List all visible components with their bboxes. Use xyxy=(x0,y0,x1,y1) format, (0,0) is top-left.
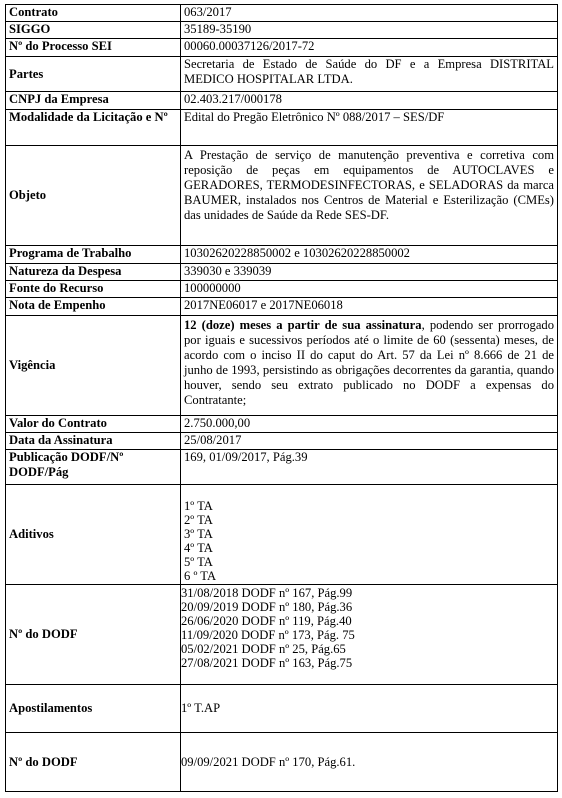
row-apostilamentos xyxy=(6,685,558,733)
row-natureza xyxy=(6,264,558,281)
row-fonte xyxy=(6,281,558,298)
label-programa: Programa de Trabalho xyxy=(6,246,181,264)
value-natureza: 339030 e 339039 xyxy=(181,264,558,281)
contract-table xyxy=(5,4,558,792)
value-valor: 2.750.000,00 xyxy=(181,416,558,433)
value-objeto: A Prestação de serviço de manutenção preventiva e corretiva com reposição de peças em equipamentos de AUTOCLAVES e GERADORES, TERMODESINFECTORAS, e SELADORAS da marca BAUMER, instalados nos Centros de Material e Esterilização (CMEs) das unidades de Saúde da Rede SES-DF. xyxy=(181,146,558,246)
value-fonte: 100000000 xyxy=(181,281,558,298)
row-programa xyxy=(6,246,558,264)
value-dodf-aditivos xyxy=(181,585,558,685)
label-partes: Partes xyxy=(6,57,181,92)
aditivo-item: 5º TA xyxy=(184,555,213,569)
label-modalidade: Modalidade da Licitação e Nº xyxy=(6,110,181,146)
label-dodf-aditivos: Nº do DODF xyxy=(6,585,181,685)
value-processo: 00060.00037126/2017-72 xyxy=(181,39,558,57)
row-objeto xyxy=(6,146,558,246)
aditivo-item: 1º TA xyxy=(184,499,213,513)
row-assinatura xyxy=(6,433,558,450)
vigencia-bold-text: 12 (doze) meses a partir de sua assinatura xyxy=(184,318,422,332)
label-processo: Nº do Processo SEI xyxy=(6,39,181,57)
aditivo-item: 3º TA xyxy=(184,527,213,541)
label-assinatura: Data da Assinatura xyxy=(6,433,181,450)
label-objeto: Objeto xyxy=(6,146,181,246)
label-aditivos: Aditivos xyxy=(6,485,181,585)
row-valor xyxy=(6,416,558,433)
value-programa: 10302620228850002 e 10302620228850002 xyxy=(181,246,558,264)
row-cnpj xyxy=(6,92,558,110)
aditivo-item: 6 º TA xyxy=(184,569,217,583)
value-modalidade: Edital do Pregão Eletrônico Nº 088/2017 – SES/DF xyxy=(181,110,558,146)
value-cnpj: 02.403.217/000178 xyxy=(181,92,558,110)
row-processo xyxy=(6,39,558,57)
dodf-aditivo-item: 27/08/2021 DODF nº 163, Pág.75 xyxy=(181,656,353,670)
row-contrato xyxy=(6,5,558,22)
vigencia-text: , podendo ser prorrogado por iguais e sucessivos períodos até o limite de 60 (sessenta) meses, de acordo com o inciso II do caput do Art. 57 da Lei nº 8.666 de 21 de junho de 1993, persistindo as obrigações decorrentes da garantia, quando houver, sendo seu extrato publicado no DODF a expensas do Contratante; xyxy=(184,318,554,407)
aditivo-item: 2º TA xyxy=(184,513,213,527)
label-fonte: Fonte do Recurso xyxy=(6,281,181,298)
label-natureza: Natureza da Despesa xyxy=(6,264,181,281)
value-aditivos xyxy=(181,485,558,585)
label-vigencia: Vigência xyxy=(6,316,181,416)
value-vigencia xyxy=(181,316,558,416)
row-vigencia xyxy=(6,316,558,416)
label-valor: Valor do Contrato xyxy=(6,416,181,433)
label-apostilamentos: Apostilamentos xyxy=(6,685,181,733)
dodf-aditivo-item: 11/09/2020 DODF nº 173, Pág. 75 xyxy=(181,628,355,642)
dodf-aditivo-item: 31/08/2018 DODF nº 167, Pág.99 xyxy=(181,586,353,600)
dodf-aditivo-item: 26/06/2020 DODF nº 119, Pág.40 xyxy=(181,614,352,628)
row-dodf-apostilamento xyxy=(6,733,558,792)
row-modalidade xyxy=(6,110,558,146)
value-contrato: 063/2017 xyxy=(181,5,558,22)
row-dodf-aditivos xyxy=(6,585,558,685)
label-cnpj: CNPJ da Empresa xyxy=(6,92,181,110)
row-aditivos xyxy=(6,485,558,585)
dodf-aditivo-item: 20/09/2019 DODF nº 180, Pág.36 xyxy=(181,600,353,614)
dodf-aditivo-item: 05/02/2021 DODF nº 25, Pág.65 xyxy=(181,642,346,656)
value-assinatura: 25/08/2017 xyxy=(181,433,558,450)
value-empenho: 2017NE06017 e 2017NE06018 xyxy=(181,298,558,316)
value-partes: Secretaria de Estado de Saúde do DF e a Empresa DISTRITAL MEDICO HOSPITALAR LTDA. xyxy=(181,57,558,92)
label-publicacao: Publicação DODF/Nº DODF/Pág xyxy=(6,450,181,485)
value-apostilamentos: 1º T.AP xyxy=(181,685,558,733)
label-siggo: SIGGO xyxy=(6,22,181,39)
value-publicacao: 169, 01/09/2017, Pág.39 xyxy=(181,450,558,485)
row-partes xyxy=(6,57,558,92)
row-publicacao xyxy=(6,450,558,485)
aditivo-item: 4º TA xyxy=(184,541,213,555)
row-siggo xyxy=(6,22,558,39)
value-siggo: 35189-35190 xyxy=(181,22,558,39)
row-empenho xyxy=(6,298,558,316)
label-contrato: Contrato xyxy=(6,5,181,22)
label-dodf-apostilamento: Nº do DODF xyxy=(6,733,181,792)
value-dodf-apostilamento: 09/09/2021 DODF nº 170, Pág.61. xyxy=(181,733,558,792)
label-empenho: Nota de Empenho xyxy=(6,298,181,316)
